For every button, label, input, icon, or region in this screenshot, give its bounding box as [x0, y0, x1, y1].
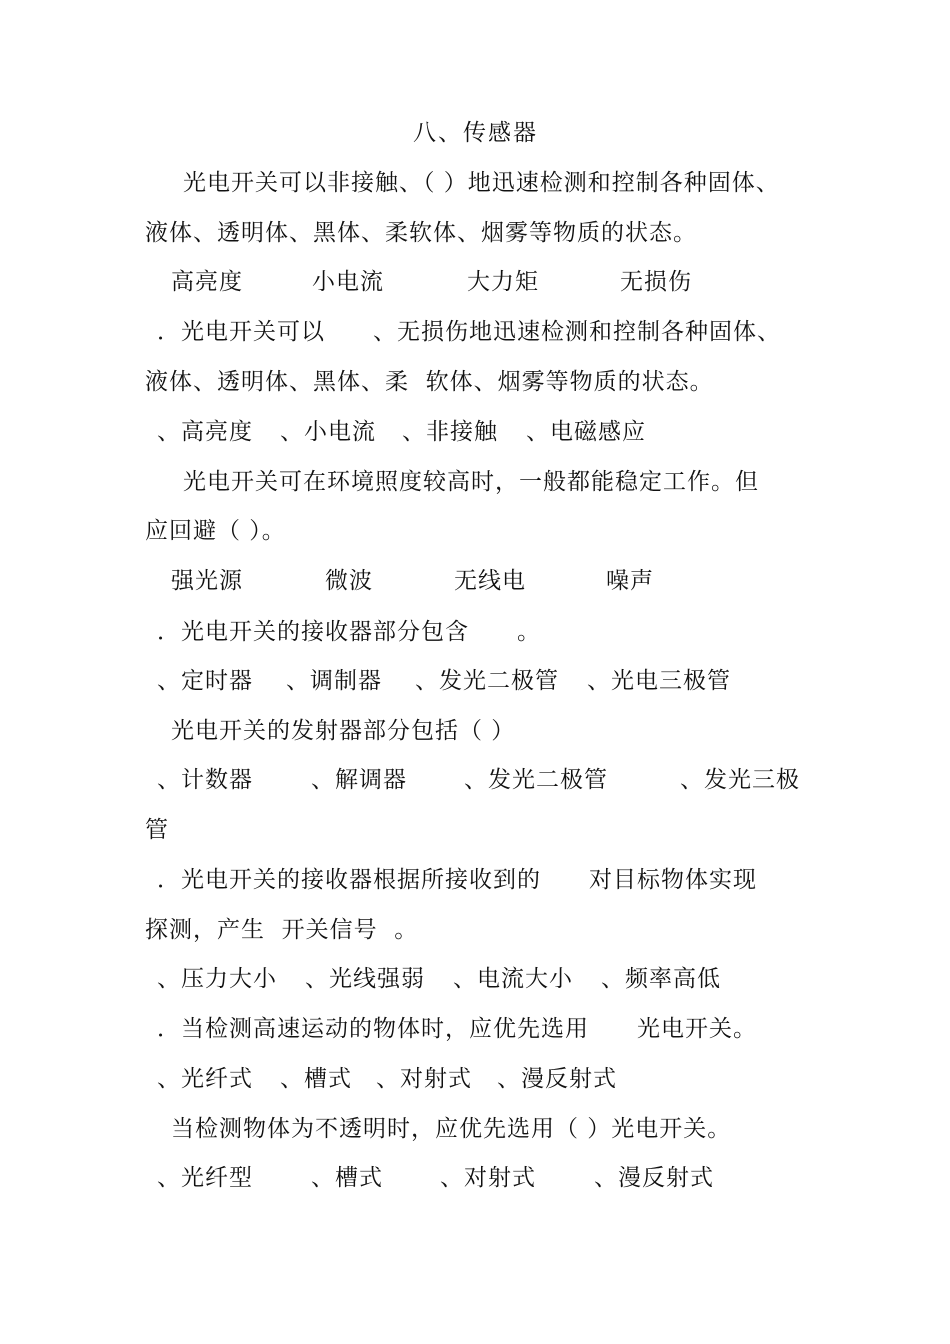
question-5-line-1: 光电开关的发射器部分包括（ ）: [171, 718, 516, 744]
option-b: 、调制器: [286, 668, 382, 694]
option-d: 无损伤: [620, 269, 692, 295]
question-6-options: [0, 964, 950, 994]
question-1-options: [0, 267, 950, 297]
option-b: 、小电流: [280, 419, 376, 445]
question-6-line-1: ．光电开关的接收器根据所接收到的 对目标物体实现: [157, 867, 757, 893]
option-a: 、高亮度: [157, 419, 253, 445]
option-d: 、漫反射式: [497, 1066, 617, 1092]
option-a: 、光纤型: [157, 1165, 253, 1191]
option-a: 、计数器: [157, 767, 253, 793]
question-2-line-2: 液体、透明体、黑体、柔 软体、烟雾等物质的状态。: [145, 369, 714, 395]
question-8-line-1: 当检测物体为不透明时，应优先选用（ ）光电开关。: [171, 1116, 732, 1142]
question-3-line-1: 光电开关可在环境照度较高时，一般都能稳定工作。但: [183, 469, 759, 495]
question-5-option-wrap: 管: [145, 817, 169, 843]
question-4-line-1: ．光电开关的接收器部分包含 。: [157, 619, 541, 645]
question-3-options: [0, 566, 950, 596]
option-b: 小电流: [312, 269, 384, 295]
question-7-options: [0, 1064, 950, 1094]
question-2-options: [0, 417, 950, 447]
question-3-line-2: 应回避（ ）。: [145, 518, 286, 544]
option-a: 强光源: [171, 568, 243, 594]
option-d: 、频率高低: [601, 966, 721, 992]
option-a: 、定时器: [157, 668, 253, 694]
question-2-line-1: ．光电开关可以 、无损伤地迅速检测和控制各种固体、: [157, 319, 781, 345]
option-d: 噪声: [606, 568, 654, 594]
question-4-options: [0, 666, 950, 696]
option-c: 、电流大小: [453, 966, 573, 992]
question-6-line-2: 探测，产生 开关信号 。: [145, 917, 419, 943]
question-1-line-2: 液体、透明体、黑体、柔软体、烟雾等物质的状态。: [145, 220, 697, 246]
option-c: 、非接触: [402, 419, 498, 445]
question-8-options: [0, 1163, 950, 1193]
option-d: 、光电三极管: [587, 668, 731, 694]
option-b: 微波: [325, 568, 373, 594]
option-b: 、槽式: [311, 1165, 383, 1191]
page-title: 八、传感器: [413, 120, 538, 146]
question-7-line-1: ．当检测高速运动的物体时，应优先选用 光电开关。: [157, 1016, 757, 1042]
option-d: 、漫反射式: [594, 1165, 714, 1191]
option-b: 、解调器: [311, 767, 407, 793]
option-d: 、发光三极: [680, 767, 800, 793]
option-c: 、发光二极管: [415, 668, 559, 694]
option-c: 、对射式: [440, 1165, 536, 1191]
option-c: 、发光二极管: [464, 767, 608, 793]
option-a: 、压力大小: [157, 966, 277, 992]
option-b: 、光线强弱: [305, 966, 425, 992]
option-c: 大力矩: [467, 269, 539, 295]
option-a: 、光纤式: [157, 1066, 253, 1092]
option-c: 无线电: [454, 568, 526, 594]
question-1-line-1: 光电开关可以非接触、（ ）地迅速检测和控制各种固体、: [183, 170, 780, 196]
option-c: 、对射式: [376, 1066, 472, 1092]
option-d: 、电磁感应: [526, 419, 646, 445]
option-a: 高亮度: [171, 269, 243, 295]
option-b: 、槽式: [280, 1066, 352, 1092]
question-5-options: [0, 765, 950, 795]
